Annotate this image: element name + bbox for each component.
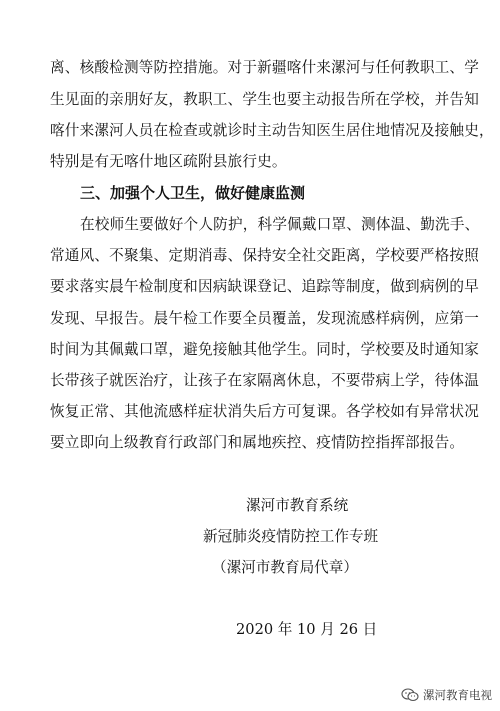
paragraph-line: 常通风、不聚集、定期消毒、保持安全社交距离，学校要严格按照 <box>50 247 480 264</box>
paragraph-line: 发现、早报告。晨午检工作要全员覆盖，发现流感样病例，应第一 <box>50 310 480 327</box>
paragraph-line: 恢复正常、其他流感样症状消失后方可复课。各学校如有异常状况 <box>50 403 480 420</box>
paragraph-line: 离、核酸检测等防控措施。对于新疆喀什来漯河与任何教职工、学 <box>50 59 480 76</box>
signature-team: 新冠肺炎疫情防控工作专班 <box>203 528 379 545</box>
paragraph-line: 生见面的亲朋好友，教职工、学生也要主动报告所在学校，并告知 <box>50 91 480 108</box>
watermark <box>401 687 492 703</box>
paragraph-line: 喀什来漯河人员在检查或就诊时主动告知医生居住地情况及接触史， <box>50 122 494 139</box>
paragraph-line: 要求落实晨午检制度和因病缺课登记、追踪等制度，做到病例的早 <box>50 278 480 295</box>
paragraph-line: 特别是有无喀什地区疏附县旅行史。 <box>50 153 287 170</box>
section-heading: 三、加强个人卫生，做好健康监测 <box>80 184 306 202</box>
paragraph-line: 时间为其佩戴口罩，避免接触其他学生。同时，学校要及时通知家 <box>50 341 480 358</box>
watermark-text: 漯河教育电视 <box>423 688 492 702</box>
signature-seal-note: （漯河市教育局代章） <box>212 559 358 576</box>
paragraph-line: 长带孩子就医治疗，让孩子在家隔离休息，不要带病上学，待体温 <box>50 372 480 389</box>
paragraph-line: 在校师生要做好个人防护，科学佩戴口罩、测体温、勤洗手、 <box>80 216 480 233</box>
signature-org: 漯河市教育系统 <box>246 497 349 514</box>
paragraph-line: 要立即向上级教育行政部门和属地疾控、疫情防控指挥部报告。 <box>50 434 465 451</box>
signature-date: 2020 年 10 月 26 日 <box>236 621 378 638</box>
wechat-icon <box>401 688 419 702</box>
